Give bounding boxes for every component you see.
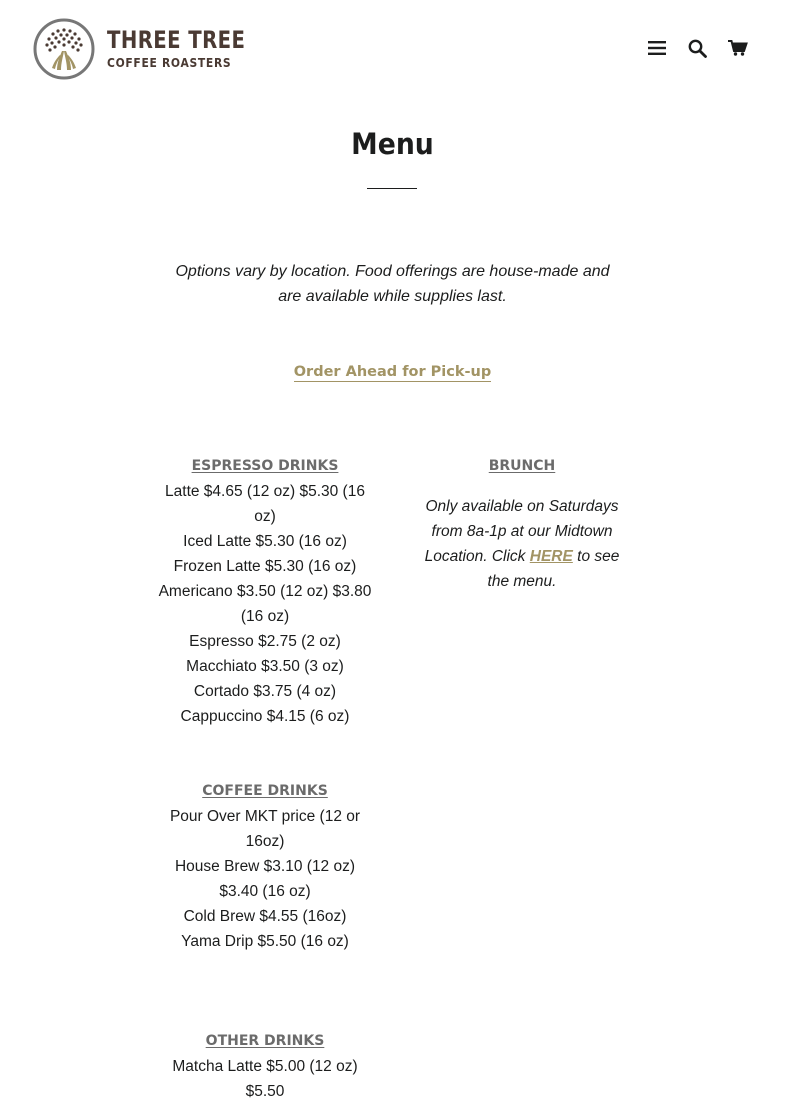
coffee-section (155, 779, 375, 954)
menu-item: House Brew $3.10 (12 oz) $3.40 (16 oz) (174, 858, 356, 900)
menu-item: Iced Latte $5.30 (16 oz) (183, 533, 347, 550)
menu-item: Cortado $3.75 (4 oz) (193, 683, 337, 700)
logo-subtitle: COFFEE ROASTERS (107, 55, 232, 71)
menu-item: Matcha Latte $5.00 (12 oz) $5.50 (172, 1058, 358, 1100)
brunch-note-text-end: to see the menu. (487, 548, 620, 590)
menu-item: Espresso $2.75 (2 oz) (189, 633, 341, 650)
site-header (0, 0, 785, 100)
brunch-menu-link[interactable]: HERE (529, 548, 573, 565)
menu-item: Yama Drip $5.50 (16 oz) (181, 933, 349, 950)
brunch-note (412, 494, 632, 594)
brunch-section (412, 454, 632, 594)
menu-item: Frozen Latte $5.30 (16 oz) (173, 558, 357, 575)
menu-item: Americano $3.50 (12 oz) $3.80 (16 oz) (158, 583, 372, 625)
other-drinks-heading: OTHER DRINKS (205, 1033, 325, 1049)
logo-title: THREE TREE (107, 26, 246, 55)
brunch-heading: BRUNCH (488, 458, 556, 474)
menu-item: Macchiato $3.50 (3 oz) (186, 658, 344, 675)
espresso-heading: ESPRESSO DRINKS (191, 458, 339, 474)
menu-item: Cappuccino $4.15 (6 oz) (180, 708, 350, 725)
header-nav (647, 37, 747, 59)
logo-tree-icon (33, 18, 95, 80)
logo-wordmark (107, 28, 276, 70)
menu-item: Pour Over MKT price (12 or 16oz) (169, 808, 361, 850)
title-divider (367, 188, 417, 189)
other-drinks-section (155, 1029, 375, 1104)
hamburger-menu-icon[interactable] (647, 37, 667, 59)
cart-icon[interactable] (727, 37, 747, 59)
menu-item: Cold Brew $4.55 (16oz) (183, 908, 347, 925)
search-icon[interactable] (687, 37, 707, 59)
coffee-heading: COFFEE DRINKS (202, 783, 328, 799)
logo-link[interactable] (33, 18, 276, 80)
intro-text: Options vary by location. Food offerings are house-made and are available while supplies last. (175, 263, 610, 305)
order-ahead-link[interactable]: Order Ahead for Pick-up (293, 364, 492, 380)
brunch-note-text: Only available on Saturdays from 8a-1p at our Midtown Location. Click (424, 498, 619, 565)
menu-item: Latte $4.65 (12 oz) $5.30 (16 oz) (165, 483, 365, 525)
espresso-section (155, 454, 375, 729)
order-ahead-container (0, 364, 785, 380)
page-title: Menu (351, 127, 434, 161)
